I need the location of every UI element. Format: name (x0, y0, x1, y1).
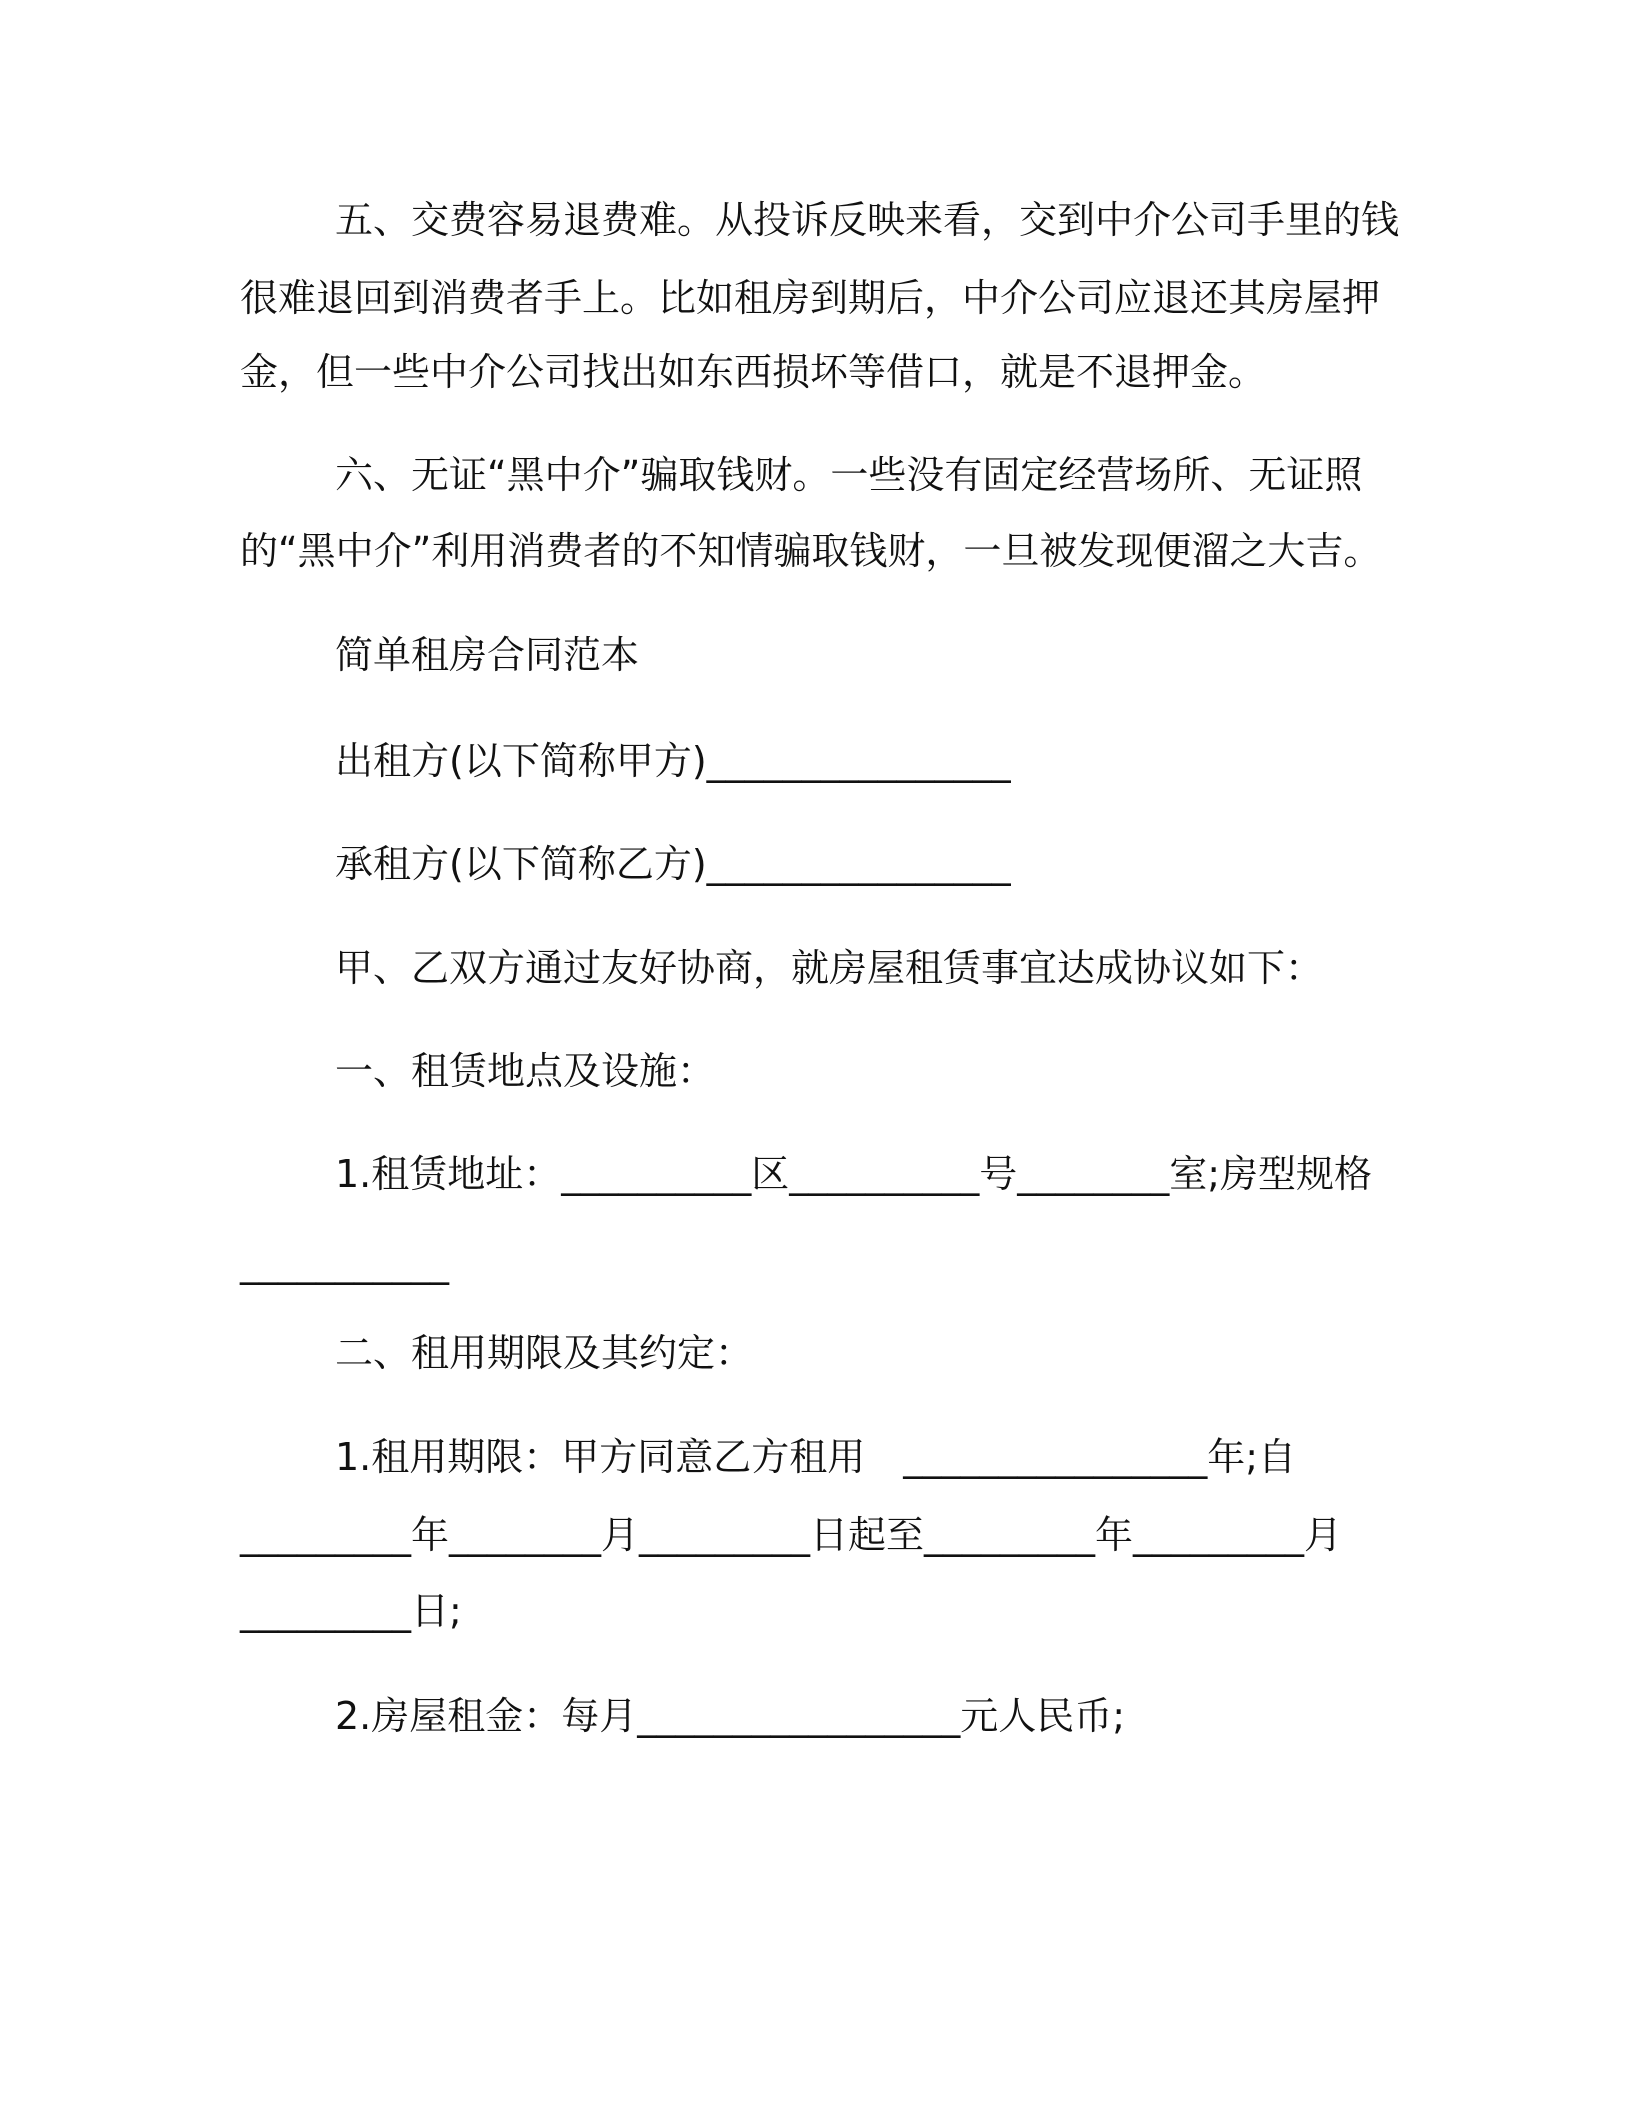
paragraph-6-line-2: 的“黑中介”利用消费者的不知情骗取钱财，一旦被发现便溜之大吉。 (240, 529, 1382, 573)
rental-term-line-1: 1.租用期限：甲方同意乙方租用 ________________年;自 (335, 1435, 1297, 1479)
lessor-line: 出租方(以下简称甲方)________________ (335, 739, 1011, 783)
paragraph-5-line-1: 五、交费容易退费难。从投诉反映来看，交到中介公司手里的钱 (335, 198, 1400, 242)
paragraph-5-line-3: 金，但一些中介公司找出如东西损坏等借口，就是不退押金。 (240, 350, 1267, 394)
rental-address-line: 1.租赁地址：__________区__________号________室;房型规格 (335, 1152, 1373, 1196)
paragraph-5-line-2: 很难退回到消费者手上。比如租房到期后，中介公司应退还其房屋押 (240, 276, 1381, 320)
lessee-line: 承租方(以下简称乙方)________________ (335, 842, 1011, 886)
rental-term-line-3: _________日; (240, 1589, 462, 1633)
section-1-heading: 一、租赁地点及设施： (335, 1049, 716, 1093)
paragraph-6-line-1: 六、无证“黑中介”骗取钱财。一些没有固定经营场所、无证照 (335, 453, 1363, 497)
section-2-heading: 二、租用期限及其约定： (335, 1331, 754, 1375)
room-type-blank: ___________ (240, 1241, 449, 1285)
monthly-rent-line: 2.房屋租金：每月_________________元人民币; (335, 1694, 1126, 1738)
rental-term-line-2: _________年________月_________日起至_________年_________月 (240, 1513, 1343, 1557)
contract-title: 简单租房合同范本 (335, 633, 640, 677)
agreement-intro: 甲、乙双方通过友好协商，就房屋租赁事宜达成协议如下： (335, 946, 1324, 990)
